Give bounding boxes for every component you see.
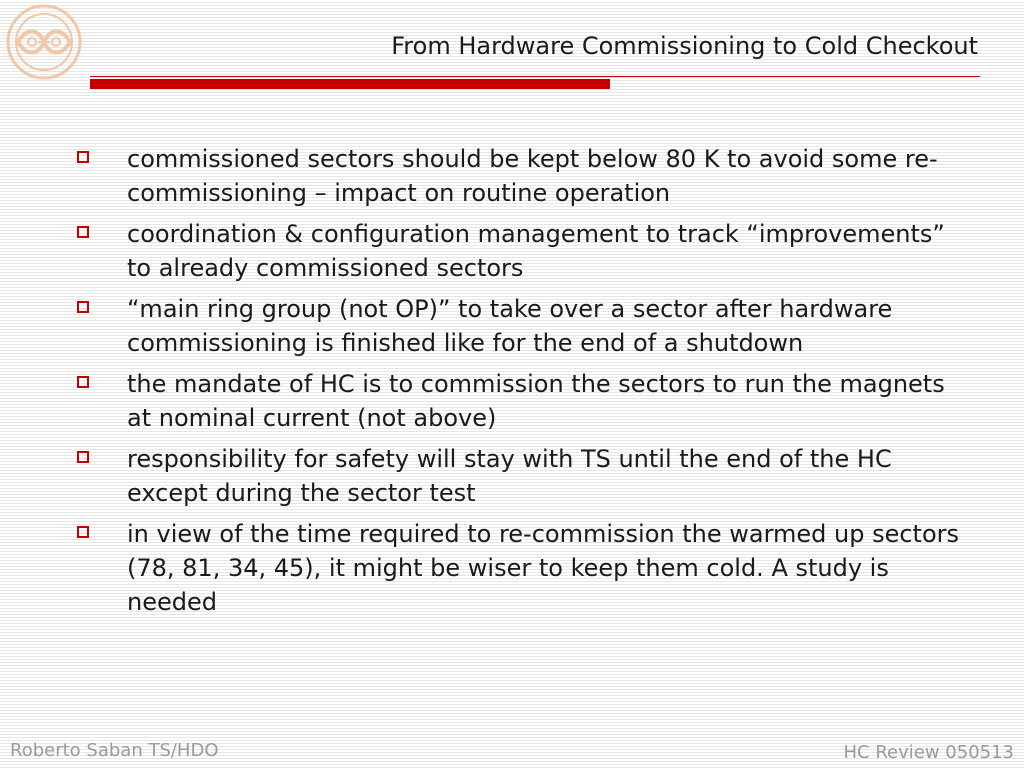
bullet-item	[76, 292, 966, 360]
bullet-text: “main ring group (not OP)” to take over a sector after hardware commissioning is finished like for the end of a shutdown	[127, 295, 893, 357]
bullet-text: the mandate of HC is to commission the sectors to run the magnets at nominal current (not above)	[127, 370, 945, 432]
square-bullet-icon	[77, 451, 89, 463]
cern-logo-icon	[4, 2, 84, 82]
footer-author: Roberto Saban TS/HDO	[10, 740, 219, 761]
title-underline-thin	[90, 76, 980, 77]
bullet-text: coordination & configuration management to track “improvements” to already commissioned sectors	[127, 220, 945, 282]
bullet-item	[76, 517, 966, 619]
bullet-item	[76, 217, 966, 285]
bullet-list	[76, 142, 966, 626]
square-bullet-icon	[77, 301, 89, 313]
title-underline-thick	[90, 79, 610, 89]
square-bullet-icon	[77, 151, 89, 163]
square-bullet-icon	[77, 376, 89, 388]
square-bullet-icon	[77, 226, 89, 238]
bullet-text: responsibility for safety will stay with TS until the end of the HC except during the sector test	[127, 445, 892, 507]
slide-title: From Hardware Commissioning to Cold Checkout	[391, 32, 978, 60]
bullet-text: commissioned sectors should be kept below 80 K to avoid some re-commissioning – impact on routine operation	[127, 145, 938, 207]
bullet-item	[76, 442, 966, 510]
bullet-item	[76, 142, 966, 210]
bullet-item	[76, 367, 966, 435]
bullet-text: in view of the time required to re-commission the warmed up sectors (78, 81, 34, 45), it might be wiser to keep them cold. A study is needed	[127, 520, 960, 616]
footer-event: HC Review 050513	[843, 742, 1014, 763]
square-bullet-icon	[77, 526, 89, 538]
